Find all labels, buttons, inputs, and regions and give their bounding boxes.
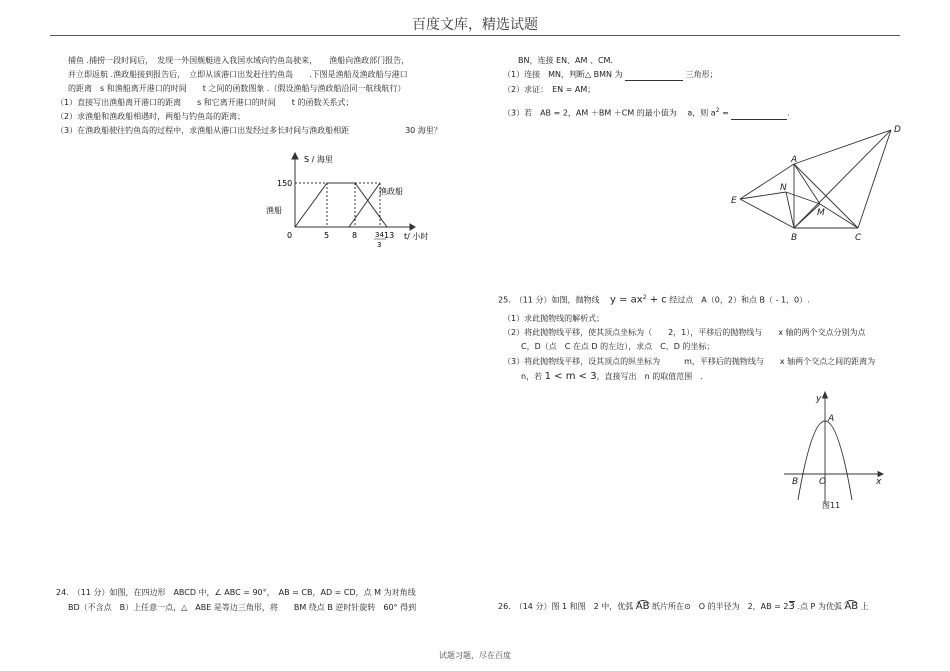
problem24-line-2: BD（不含点 B）上任意一点，△ ABE 是等边三角形，将 BM 绕点 B 逆时针旋转 60° 得到	[68, 603, 417, 612]
answer-blank-2[interactable]	[731, 109, 787, 120]
problem24-q3-exponent: 2	[715, 107, 720, 114]
x-tick-5: 5	[324, 231, 330, 240]
figure-caption: 图11	[822, 501, 841, 510]
point-M: M	[817, 208, 825, 218]
problem25-q2-line-2: C，D（点 C 在点 D 的左边），求点 C，D 的坐标；	[521, 342, 715, 351]
x-tick-8: 8	[352, 231, 358, 240]
axis-x-label: x	[876, 477, 882, 487]
problem24-q3	[503, 106, 790, 120]
problem25-q2-line-1: （2）将此抛物线平移，使其顶点坐标为（ 2，1），平移后的抛物线与 x 轴的两个交点分别为点	[503, 328, 866, 337]
problem23-line-2: 并立即返航 .渔政船接到报告后， 立即从该港口出发赶往钓鱼岛 .下图是渔船及渔政船与港口	[68, 70, 408, 79]
problem23-q3: （3）在渔政船驶往钓鱼岛的过程中，求渔船从港口出发经过多长时间与渔政船相距 30 海里？	[56, 126, 442, 135]
origin-O: O	[819, 477, 827, 487]
problem24-q3-eq: =	[722, 108, 732, 118]
problem23-line-3: 的距离 s 和渔船离开港口的时间 t 之间的函数图象 .（假设渔船与渔政船沿同一航线航行）	[68, 84, 406, 93]
point-A: A	[828, 414, 835, 424]
y-axis-label: S / 海里	[304, 155, 333, 164]
problem24-line-3: BN，连接 EN、AM 、CM.	[518, 56, 614, 65]
parabola-figure	[778, 388, 888, 512]
x-axis-arrow	[878, 472, 883, 477]
problem23-q2: （2）求渔船和渔政船相遇时，两船与钓鱼岛的距离；	[56, 112, 246, 121]
problem25-intro: 25. （11 分）如图，抛物线	[498, 295, 608, 305]
point-N: N	[780, 183, 787, 193]
distance-time-graph	[262, 150, 462, 250]
formula-rhs: + c	[646, 294, 667, 306]
page-header: 百度文库，精选试题	[412, 17, 538, 33]
x-axis-label: t/ 小时	[404, 232, 429, 241]
problem24-line-1: 24. （11 分）如图，在四边形 ABCD 中，∠ ABC = 90°， AB = CB，AD = CD，点 M 为对角线	[56, 588, 416, 597]
header-divider	[50, 35, 900, 36]
axis-y-label: y	[816, 394, 822, 404]
problem26-post: .点 P 为优弧	[794, 602, 845, 611]
y-axis-arrow	[292, 153, 298, 159]
problem25-q1: （1）求此抛物线的解析式；	[503, 314, 605, 323]
problem25-points: 经过点 A（0，2）和点 B（ - 1，0）.	[669, 295, 810, 305]
point-C: C	[855, 233, 862, 243]
fishing-boat-line	[295, 183, 387, 227]
origin-label: 0	[287, 231, 293, 240]
x-tick-frac-num: 34	[375, 231, 384, 239]
problem25-line-1	[498, 293, 810, 306]
sqrt-3: 3	[788, 601, 795, 612]
point-E: E	[731, 196, 737, 206]
point-A: A	[791, 155, 798, 165]
problem26-end: 上	[858, 602, 869, 611]
y-tick-150: 150	[277, 179, 293, 188]
problem26-line	[498, 600, 869, 612]
answer-blank-1[interactable]	[625, 70, 683, 81]
formula-exponent: 2	[642, 294, 647, 301]
x-axis-arrow	[410, 224, 415, 230]
patrol-boat-label: 渔政船	[379, 187, 403, 196]
problem25-q3-line-2	[521, 372, 703, 382]
problem24-q1	[503, 70, 718, 81]
problem25-q3-n: n，若	[521, 372, 545, 381]
problem24-q1-end: 三角形；	[685, 70, 718, 79]
problem25-q3-line-1: （3）将此抛物线平移，设其顶点的纵坐标为 m，平移后的抛物线与 x 轴两个交点之间的距离为	[503, 357, 876, 366]
problem24-q1-text: （1）连接 MN，判断△ BMN 为	[503, 70, 623, 79]
inequality: 1 < m < 3	[544, 371, 597, 382]
page-footer: 试题习题，尽在百度	[439, 651, 511, 660]
problem26-intro: 26. （14 分）图 1 和图 2 中，优弧	[498, 602, 636, 611]
point-D: D	[894, 125, 901, 135]
y-axis-arrow	[823, 392, 828, 398]
x-tick-13: 13	[384, 231, 395, 240]
problem23-line-1: 捕鱼 .捕捞一段时间后， 发现一外国舰艇进入我国水域向钓鱼岛驶来， 渔船向渔政部门报告，	[68, 56, 410, 65]
x-tick-frac-den: 3	[377, 241, 382, 249]
fishing-boat-label: 渔船	[266, 206, 282, 215]
problem24-q2: （2）求证： EN = AM；	[503, 85, 596, 94]
point-B: B	[791, 233, 798, 243]
problem24-q3-text: （3）若 AB = 2，AM ＋BM ＋CM 的最小值为 a，则 a	[503, 108, 716, 118]
quadrilateral-figure	[728, 120, 904, 246]
arc-AB: AB	[635, 601, 650, 612]
arc-AB-2: AB	[844, 601, 859, 612]
patrol-boat-line	[349, 183, 380, 227]
problem26-mid: 纸片所在⊙ O 的半径为 2，AB = 2	[649, 602, 789, 611]
formula-lhs: y = ax	[610, 294, 643, 306]
point-B: B	[792, 477, 799, 487]
problem25-q3-end: ，直接写出 n 的取值范围 .	[596, 372, 703, 381]
problem23-q1: （1）直接写出渔船离开港口的距离 s 和它离开港口的时间 t 的函数关系式；	[56, 98, 354, 107]
problem24-q3-period: .	[787, 108, 790, 118]
